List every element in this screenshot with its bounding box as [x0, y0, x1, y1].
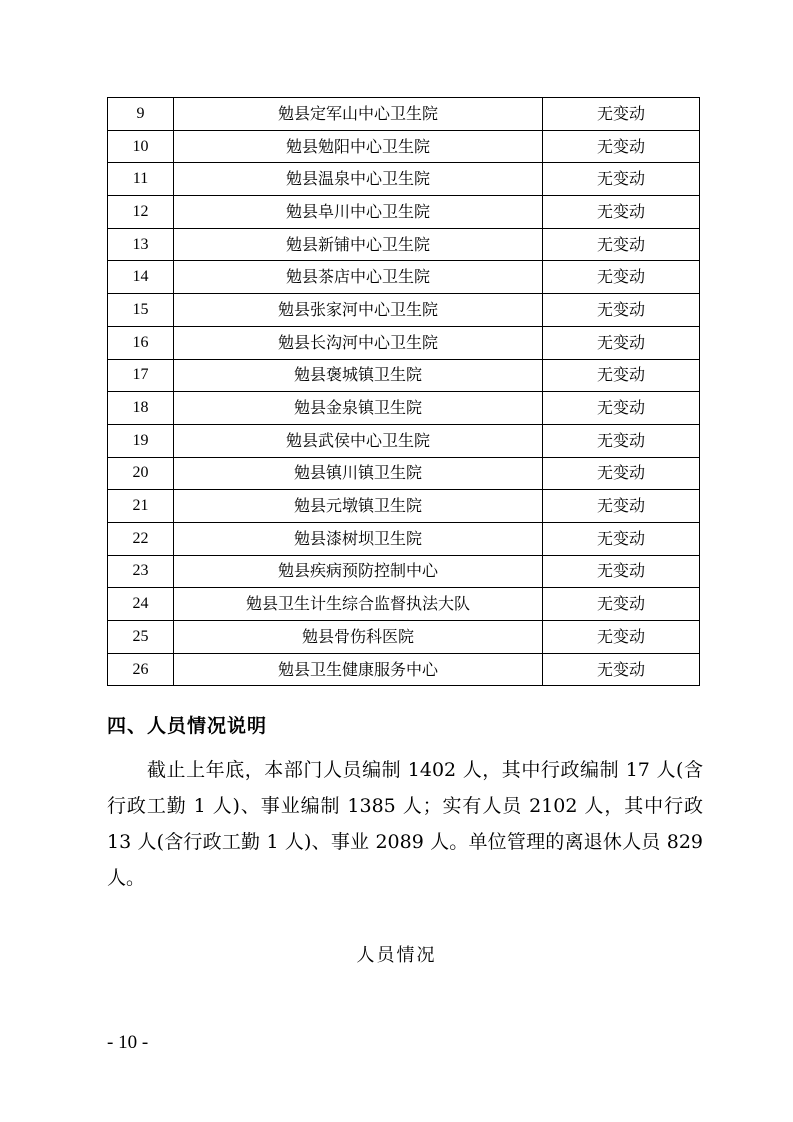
- unit-name-cell: 勉县新铺中心卫生院: [174, 228, 543, 261]
- staffing-paragraph: 截止上年底，本部门人员编制 1402 人，其中行政编制 17 人(含行政工勤 1 人)、事业编制 1385 人；实有人员 2102 人，其中行政 13 人(含行政工勤 1 人)、事业 2089 人。单位管理的离退休人员 829 人。: [107, 759, 703, 889]
- unit-name-cell: 勉县骨伤科医院: [174, 621, 543, 654]
- row-number-cell: 24: [108, 588, 174, 621]
- status-cell: 无变动: [543, 522, 700, 555]
- status-cell: 无变动: [543, 653, 700, 686]
- table-row: [108, 326, 700, 359]
- status-cell: 无变动: [543, 359, 700, 392]
- page-number: - 10 -: [107, 1032, 149, 1053]
- status-cell: 无变动: [543, 490, 700, 523]
- unit-change-table: [107, 97, 700, 686]
- table-row: [108, 294, 700, 327]
- row-number-cell: 18: [108, 392, 174, 425]
- table-body: [108, 98, 700, 686]
- table-row: [108, 653, 700, 686]
- row-number-cell: 14: [108, 261, 174, 294]
- row-number-cell: 23: [108, 555, 174, 588]
- staffing-subtitle: 人员情况: [356, 945, 437, 966]
- unit-name-cell: 勉县卫生健康服务中心: [174, 653, 543, 686]
- row-number-cell: 11: [108, 163, 174, 196]
- unit-name-cell: 勉县阜川中心卫生院: [174, 196, 543, 229]
- unit-name-cell: 勉县元墩镇卫生院: [174, 490, 543, 523]
- status-cell: 无变动: [543, 228, 700, 261]
- status-cell: 无变动: [543, 588, 700, 621]
- table-row: [108, 457, 700, 490]
- status-cell: 无变动: [543, 294, 700, 327]
- table-row: [108, 555, 700, 588]
- table-row: [108, 359, 700, 392]
- row-number-cell: 26: [108, 653, 174, 686]
- status-cell: 无变动: [543, 424, 700, 457]
- table-row: [108, 130, 700, 163]
- row-number-cell: 22: [108, 522, 174, 555]
- table-row: [108, 392, 700, 425]
- status-cell: 无变动: [543, 555, 700, 588]
- status-cell: 无变动: [543, 621, 700, 654]
- table-row: [108, 196, 700, 229]
- table-row: [108, 163, 700, 196]
- row-number-cell: 25: [108, 621, 174, 654]
- status-cell: 无变动: [543, 457, 700, 490]
- table-row: [108, 522, 700, 555]
- unit-name-cell: 勉县漆树坝卫生院: [174, 522, 543, 555]
- unit-name-cell: 勉县长沟河中心卫生院: [174, 326, 543, 359]
- row-number-cell: 9: [108, 98, 174, 131]
- table-row: [108, 490, 700, 523]
- table-row: [108, 588, 700, 621]
- unit-name-cell: 勉县褒城镇卫生院: [174, 359, 543, 392]
- status-cell: 无变动: [543, 163, 700, 196]
- unit-name-cell: 勉县武侯中心卫生院: [174, 424, 543, 457]
- status-cell: 无变动: [543, 196, 700, 229]
- status-cell: 无变动: [543, 261, 700, 294]
- row-number-cell: 20: [108, 457, 174, 490]
- status-cell: 无变动: [543, 130, 700, 163]
- row-number-cell: 19: [108, 424, 174, 457]
- row-number-cell: 21: [108, 490, 174, 523]
- table-row: [108, 424, 700, 457]
- status-cell: 无变动: [543, 392, 700, 425]
- table-row: [108, 228, 700, 261]
- unit-name-cell: 勉县卫生计生综合监督执法大队: [174, 588, 543, 621]
- row-number-cell: 16: [108, 326, 174, 359]
- unit-name-cell: 勉县金泉镇卫生院: [174, 392, 543, 425]
- section-heading: 四、人员情况说明: [107, 715, 268, 737]
- table-row: [108, 261, 700, 294]
- status-cell: 无变动: [543, 98, 700, 131]
- unit-name-cell: 勉县定军山中心卫生院: [174, 98, 543, 131]
- unit-name-cell: 勉县疾病预防控制中心: [174, 555, 543, 588]
- unit-name-cell: 勉县温泉中心卫生院: [174, 163, 543, 196]
- row-number-cell: 17: [108, 359, 174, 392]
- unit-name-cell: 勉县张家河中心卫生院: [174, 294, 543, 327]
- unit-change-table-container: [107, 97, 699, 686]
- row-number-cell: 15: [108, 294, 174, 327]
- status-cell: 无变动: [543, 326, 700, 359]
- unit-name-cell: 勉县镇川镇卫生院: [174, 457, 543, 490]
- row-number-cell: 13: [108, 228, 174, 261]
- row-number-cell: 10: [108, 130, 174, 163]
- unit-name-cell: 勉县茶店中心卫生院: [174, 261, 543, 294]
- unit-name-cell: 勉县勉阳中心卫生院: [174, 130, 543, 163]
- table-row: [108, 621, 700, 654]
- table-row: [108, 98, 700, 131]
- row-number-cell: 12: [108, 196, 174, 229]
